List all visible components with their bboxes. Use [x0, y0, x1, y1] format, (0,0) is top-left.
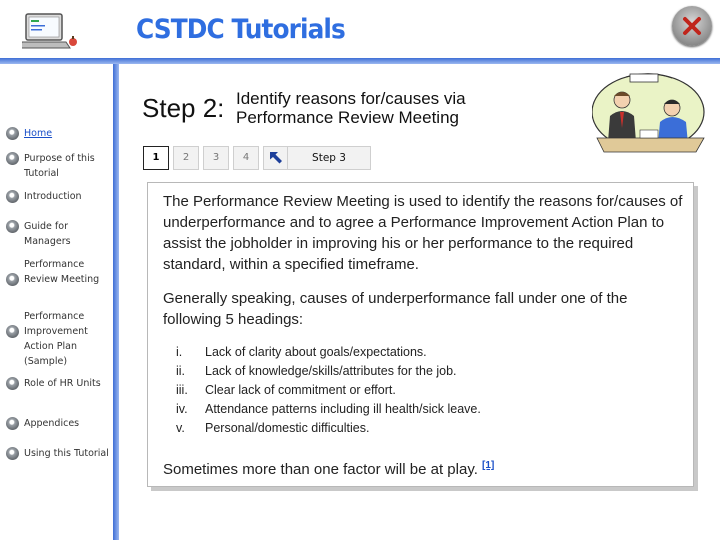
sidebar-item-label[interactable]: Using this Tutorial: [24, 448, 109, 459]
laptop-icon: [22, 12, 78, 50]
list-item: [176, 343, 676, 362]
step-label: Step 2:: [142, 93, 225, 123]
step-tabs: [143, 146, 289, 170]
sidebar-item-performance-review-meeting[interactable]: [6, 257, 110, 287]
list-item-number: iv.: [176, 402, 188, 416]
causes-intro-paragraph: Generally speaking, causes of underperformance fall under one of the following 5 headings:: [163, 290, 628, 328]
list-item: [176, 419, 676, 438]
next-step-button[interactable]: Step 3: [287, 146, 371, 170]
intro-paragraph: The Performance Review Meeting is used to identify the reasons for/causes of underperformance and to agree a Performance Improvement Action Plan to assist the jobholder in improving his or her performance to the required standard, within a specified timeframe.: [163, 193, 683, 273]
arrow-up-left-icon: [264, 147, 288, 169]
sidebar-item-label[interactable]: Performance Improvement Action Plan (Sample): [24, 311, 88, 367]
sidebar-item-using-this-tutorial[interactable]: [6, 446, 110, 461]
sidebar-item-label[interactable]: Appendices: [24, 418, 80, 429]
list-item-text: Attendance patterns including ill health/sick leave.: [205, 402, 481, 416]
closing-text: Sometimes more than one factor will be at play.: [163, 461, 478, 478]
bullet-icon: [6, 377, 19, 390]
sidebar-item-purpose[interactable]: [6, 151, 110, 181]
sidebar-item-label[interactable]: Performance Review Meeting: [24, 259, 100, 285]
step-tab-4[interactable]: 4: [233, 146, 259, 170]
list-item-number: iii.: [176, 383, 188, 397]
close-icon: [672, 6, 712, 46]
step-tab-1[interactable]: 1: [143, 146, 169, 170]
closing-paragraph: [163, 455, 688, 480]
list-item: [176, 362, 676, 381]
bullet-icon: [6, 152, 19, 165]
content-panel: [147, 182, 694, 487]
list-item-text: Lack of knowledge/skills/attributes for the job.: [205, 364, 457, 378]
bullet-icon: [6, 417, 19, 430]
sidebar-item-label[interactable]: Home: [24, 128, 53, 139]
list-item-number: i.: [176, 345, 183, 359]
sidebar-item-guide-for-managers[interactable]: [6, 219, 110, 249]
app-title: CSTDC Tutorials: [136, 14, 345, 45]
list-item-text: Personal/domestic difficulties.: [205, 421, 370, 435]
sidebar-item-label[interactable]: Guide for Managers: [24, 221, 71, 247]
sidebar-item-home[interactable]: [6, 126, 110, 141]
list-item-text: Clear lack of commitment or effort.: [205, 383, 396, 397]
footnote-link[interactable]: [1]: [482, 460, 495, 471]
bullet-icon: [6, 220, 19, 233]
bullet-icon: [6, 273, 19, 286]
sidebar-item-label[interactable]: Introduction: [24, 191, 82, 202]
close-button[interactable]: [672, 6, 712, 46]
list-item: [176, 400, 676, 419]
causes-list: [176, 343, 676, 438]
list-item: [176, 381, 676, 400]
sidebar-divider: [113, 64, 119, 540]
sidebar-item-label[interactable]: Role of HR Units: [24, 378, 101, 389]
header: [0, 0, 720, 70]
step-tab-3[interactable]: 3: [203, 146, 229, 170]
step-title: Identify reasons for/causes via Performance Review Meeting: [236, 89, 466, 127]
bullet-icon: [6, 325, 19, 338]
list-item-text: Lack of clarity about goals/expectations.: [205, 345, 427, 359]
sidebar-item-label[interactable]: Purpose of this Tutorial: [24, 153, 95, 179]
bullet-icon: [6, 127, 19, 140]
list-item-number: v.: [176, 421, 185, 435]
back-button[interactable]: [263, 146, 289, 170]
sidebar-item-role-of-hr-units[interactable]: [6, 376, 110, 391]
meeting-illustration: [592, 72, 714, 168]
sidebar-item-action-plan[interactable]: [6, 309, 110, 369]
sidebar-item-introduction[interactable]: [6, 189, 110, 204]
step-tab-2[interactable]: 2: [173, 146, 199, 170]
bullet-icon: [6, 447, 19, 460]
bullet-icon: [6, 190, 19, 203]
sidebar-item-appendices[interactable]: [6, 416, 110, 431]
list-item-number: ii.: [176, 364, 186, 378]
